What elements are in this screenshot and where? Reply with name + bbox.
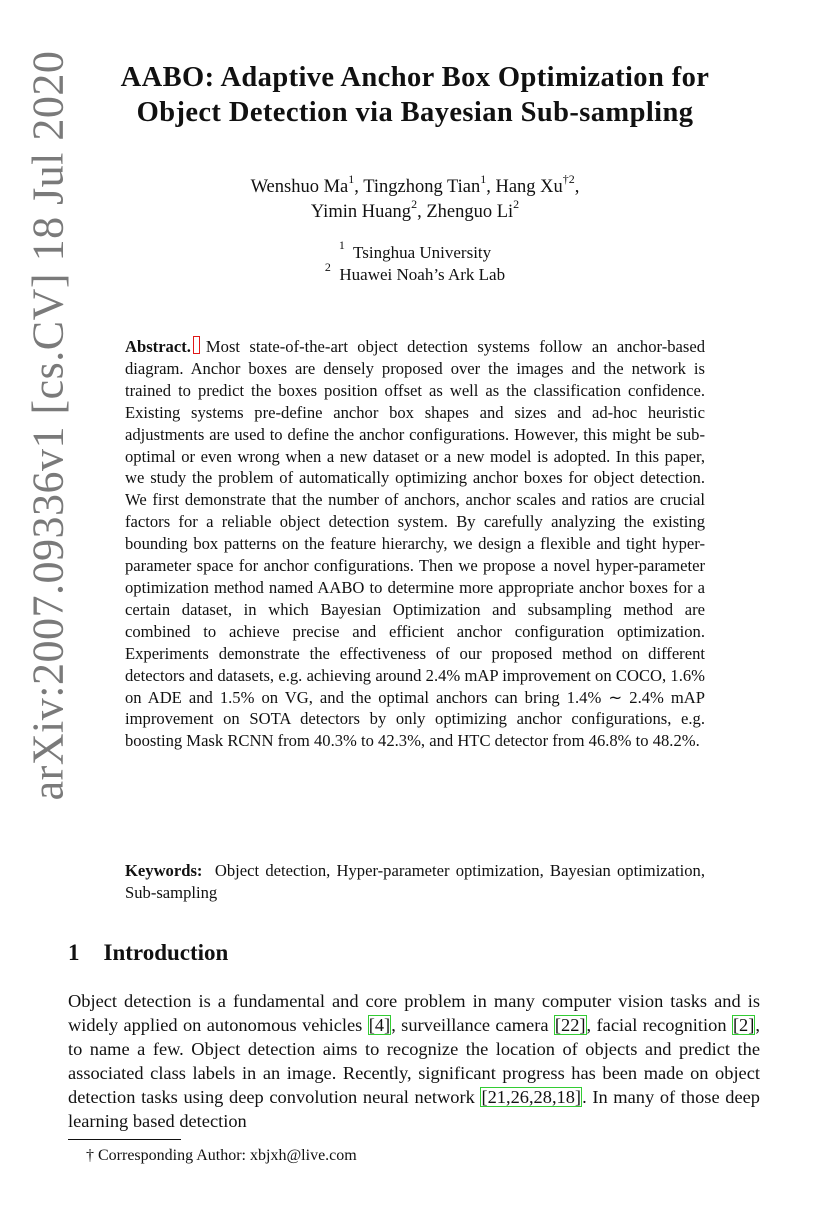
footnote: † Corresponding Author: xbjxh@live.com [86, 1147, 357, 1164]
author-affiliation-mark: 2 [513, 196, 520, 211]
section-number: 1 [68, 940, 80, 965]
citation-link[interactable]: [4] [368, 1015, 391, 1035]
author-affiliation-mark: 2 [411, 196, 418, 211]
arxiv-identifier: arXiv:2007.09336v1 [cs.CV] 18 Jul 2020 [23, 50, 73, 800]
section-heading [68, 940, 228, 966]
citation-link[interactable]: [21,26,28,18] [481, 1087, 582, 1107]
paper-title [70, 60, 760, 130]
title-line-2: Object Detection via Bayesian Sub-sampling [136, 97, 694, 128]
affiliation-2: $^2$ Huawei Noah’s Ark Lab [324, 260, 506, 284]
footnote-rule [68, 1139, 181, 1140]
author-list: Wenshuo Ma$^1$, Tingzhong Tian$^1$, Hang Xu$^{\dagger 2}$, Yimin Huang$^2$, Zhenguo Li$^2$ [250, 171, 580, 222]
author-name: Wenshuo Ma [250, 177, 349, 197]
author-name: Tingzhong Tian [363, 177, 481, 197]
title-line-1: AABO: Adaptive Anchor Box Optimization for [120, 62, 710, 93]
section-title: Introduction [103, 940, 229, 965]
abstract-label: Abstract. [125, 337, 191, 356]
affiliation-1: $^1$ Tsinghua University [338, 238, 492, 262]
keywords [125, 860, 705, 904]
citation-link[interactable]: [2] [732, 1015, 755, 1035]
author-name: Zhenguo Li [426, 202, 514, 222]
link-box-marker[interactable] [193, 336, 200, 354]
author-affiliation-mark: †2 [562, 171, 575, 186]
citation-link[interactable]: [22] [554, 1015, 586, 1035]
keywords-text: Object detection, Hyper-parameter optimization, Bayesian optimization, Sub-sampling [125, 861, 705, 902]
author-affiliation-mark: 1 [480, 171, 487, 186]
abstract-text: Most state-of-the-art object detection systems follow an anchor-based diagram. Anchor boxes are densely proposed over the images and the network is trained to predict the boxes position offset as well as the classification confidence. Existing systems pre-define anchor box shapes and sizes and ad-hoc heuristic adjustments are used to define the anchor configurations. However, this might be sub-optimal or even wrong when a new dataset or a new model is adopted. In this paper, we study the problem of automatically optimizing anchor boxes for object detection. We first demonstrate that the number of anchors, anchor scales and ratios are crucial factors for a reliable object detection system. By carefully analyzing the existing bounding box patterns on the feature hierarchy, we design a flexible and tight hyper-parameter space for anchor configurations. Then we propose a novel hyper-parameter optimization method named AABO to determine more appropriate anchor boxes for a certain dataset, in which Bayesian Optimization and subsampling method are combined to achieve precise and efficient anchor configuration optimization. Experiments demonstrate the effectiveness of our proposed method on different detectors and datasets, e.g. achieving around 2.4% mAP improvement on COCO, 1.6% on ADE and 1.5% on VG, and the optimal anchors can bring 1.4% ∼ 2.4% mAP improvement on SOTA detectors by only optimizing anchor configurations, e.g. boosting Mask RCNN from 40.3% to 42.3%, and HTC detector from 46.8% to 48.2%. [125, 337, 705, 751]
affiliations [70, 238, 760, 286]
keywords-label: Keywords: [125, 861, 203, 880]
author-name: Hang Xu [495, 177, 563, 197]
author-name: Yimin Huang [310, 202, 412, 222]
abstract [125, 336, 705, 752]
author-affiliation-mark: 1 [348, 171, 355, 186]
intro-paragraph: Object detection is a fundamental and core problem in many computer vision tasks and is widely applied on autonomous vehicles [4], surveillance camera [22], facial recognition [2], to name a few. Object detection aims to recognize the location of objects and predict the associated class labels in an image. Recently, significant progress has been made on object detection tasks using deep convolution neural network [21,26,28,18]. In many of those deep learning based detection [68, 991, 760, 1131]
